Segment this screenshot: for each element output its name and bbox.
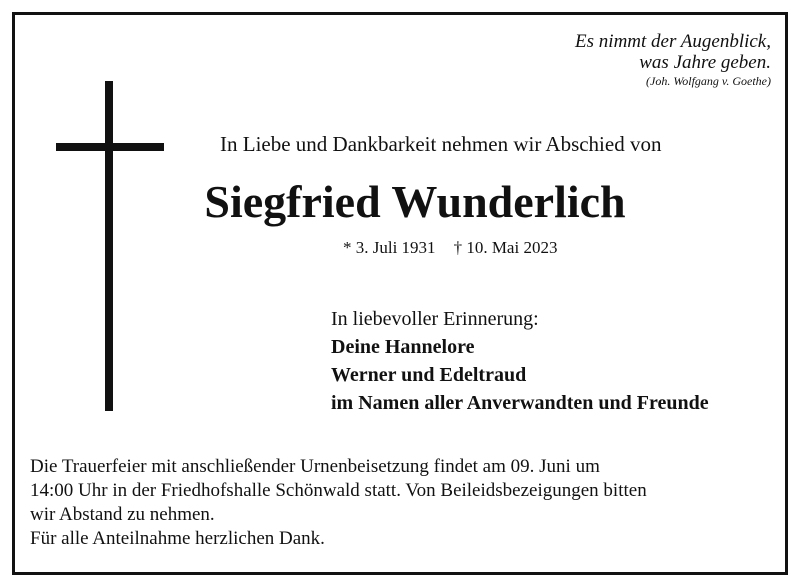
quote-block [575, 31, 771, 89]
birth-date: * 3. Juli 1931 [343, 238, 436, 257]
deceased-name: Siegfried Wunderlich [204, 176, 626, 227]
funeral-notice [30, 455, 775, 551]
mourners-lead: In liebevoller Erinnerung: [331, 308, 539, 330]
death-date: † 10. Mai 2023 [453, 238, 558, 257]
intro-text: In Liebe und Dankbarkeit nehmen wir Abschied von [220, 132, 662, 156]
quote-line-1: Es nimmt der Augenblick, [575, 31, 771, 52]
quote-author: (Joh. Wolfgang v. Goethe) [646, 74, 771, 88]
obituary-frame [12, 12, 788, 575]
cross-horizontal-bar [56, 143, 164, 151]
mourner-name: Werner und Edeltraud [331, 364, 527, 386]
notice-line-4: Für alle Anteilnahme herzlichen Dank. [30, 528, 325, 549]
notice-line-3: wir Abstand zu nehmen. [30, 504, 215, 525]
life-dates [343, 237, 557, 259]
mourner-name: im Namen aller Anverwandten und Freunde [331, 392, 709, 414]
mourner-name: Deine Hannelore [331, 336, 475, 358]
notice-line-2: 14:00 Uhr in der Friedhofshalle Schönwald statt. Von Beileidsbezeigungen bitten [30, 480, 647, 501]
cross-vertical-bar [105, 81, 113, 411]
quote-line-2: was Jahre geben. [639, 52, 771, 73]
mourners-block [331, 305, 709, 417]
notice-line-1: Die Trauerfeier mit anschließender Urnenbeisetzung findet am 09. Juni um [30, 456, 600, 477]
